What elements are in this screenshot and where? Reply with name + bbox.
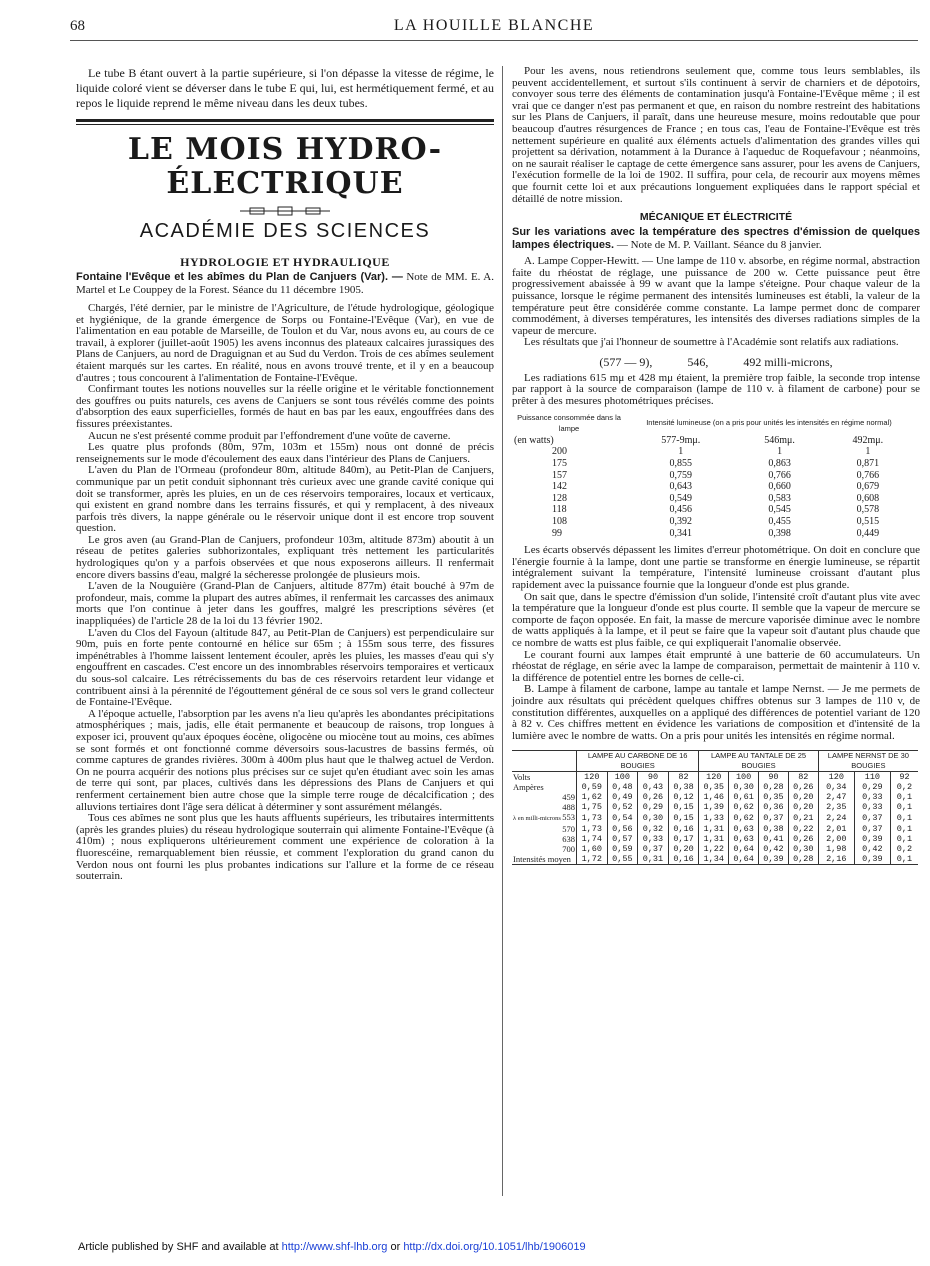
table-row [512,493,912,505]
table-cell: 1,31 [699,834,729,844]
intensity-cell: 0,392 [669,516,692,527]
table-cell: 0,33 [854,792,890,802]
table-cell: 0,26 [788,834,818,844]
row-label: 700 [562,844,575,855]
table-cell: 0,1 [890,792,918,802]
intensity-cell: 0,660 [768,481,791,493]
footer-link-doi[interactable]: http://dx.doi.org/10.1051/lhb/1906019 [403,1241,586,1253]
table-cell: 0,39 [759,854,789,865]
table-cell: 0,22 [788,824,818,834]
body-paragraph: Les radiations 615 mμ et 428 mμ étaient, la première trop faible, la seconde trop intense par rapport à la source de comparaison (lampe de 110 v. à filament de carbone) pour se prêter à des mesures photométriques précises. [512,371,920,408]
academy-heading: ACADÉMIE DES SCIENCES [139,220,431,242]
table-row [512,458,912,470]
intensity-cell: 0,398 [768,527,791,539]
note1-header [76,271,494,297]
lamps-group-header: LAMPE NERNST DE 30 BOUGIES [818,751,918,772]
left-body [76,303,494,883]
body-paragraph: On sait que, dans le spectre d'émission d'un solide, l'intensité croît d'autant plus vite avec la température que la longueur d'onde est plus courte. Il semble que la vapeur de mercure se comporte de façon opposée. En fait, la masse de mercure vaporisée diminue avec le nombre de watts appliqués à la lampe, et il peut se faire que la vapeur soit d'autant plus chaude que ce nombre de watts est plus faible, ce qui expliquerait l'anomalie observée. [512,590,920,649]
intro-block [76,66,494,111]
table-cell: 0,48 [607,782,638,792]
table-cell: 100 [607,772,638,783]
body-paragraph: Les résultats que j'ai l'honneur de soumettre à l'Académie sont relatifs aux radiations. [524,336,899,349]
table-cell: 1,39 [699,802,729,812]
intensity-cell: 0,766 [768,469,791,481]
body-paragraph: Tous ces abîmes ne sont plus que les hauts affluents supérieurs, les tributaires intermittents (après les grandes pluies) du réseau hydrologique souterrain qui alimente Fontaine-l'Evêque (à 410m) ; nous expliquerons ultérieurement comment une expérience de coloration à la fluorescéine, remarquablement bien réussie, et comment l'exploration du grand canon du Verdon nous ont fourni les plus probantes indications sur l'allure et la forme de ce réseau souterrain. [76,812,494,883]
table-cell: 0,38 [668,782,699,792]
table-cell: 0,62 [729,812,759,824]
table-cell: 1,46 [699,792,729,802]
table-cell: 0,37 [638,844,669,854]
body-paragraph: A l'époque actuelle, l'absorption par les avens n'a lieu qu'après les abondantes précipitations atmosphériques ; mais, jadis, elle était permanente et beaucoup de raisons, trop longues à exposer ici, prouvent qu'aux époques éocène, oligocène ou miocène tout au moins, ces abîmes se sont formés et ont fonctionné comme déversoirs sous-lacustres de bassins fermés, où comme captures de grandes rivières. 300m à 400m plus haut que le thalweg actuel de Verdon. On ne pourra acquérir des notions plus précises sur ce sujet qu'en étudiant avec soin les amas de terre qui sont, par places, cultivés dans les dépressions des Plans de Canjuers et qui renferment certainement bien autre chose que la simple terre rouge de décalcification ; des alluvions tertiaires dont l'âge sera délicat à déterminer y sont assurément mélangés. [76,707,494,813]
table-head-intensity: Intensité lumineuse (on a pris pour unités les intensités en régime normal) [646,418,892,428]
table-cell: 110 [854,772,890,783]
table-cell: 0,16 [668,824,699,834]
table-row [512,528,912,540]
ornament-divider [76,203,494,215]
body-paragraph: Les quatre plus profonds (80m, 97m, 103m et 155m) nous ont donné de précis renseignements sur le mode d'écoulement des eaux dans l'intérieur des Plans de Canjuers. [76,441,494,465]
header-rule [70,40,918,41]
table-cell: 0,1 [890,812,918,824]
table-cell: 82 [668,772,699,783]
body-paragraph: Pour les avens, nous retiendrons seulement que, comme tous leurs semblables, ils peuvent accidentellement, et surtout s'ils continuent à servir de charniers et de dépotoirs, convoyer sous terre des éléments de contamination jusqu'à Fontaine-l'Evêque même ; il est vrai que ce danger n'est pas permanent et que, en raison du nombre restreint des habitations sur les Plans de Canjuers, il paraît, dans une heureuse mesure, moins redoutable que pour beaucoup d'autres résurgences de France ; en tous cas, l'eau de Fontaine-l'Evêque est très nettement supérieure en qualité aux éléments actuels d'alimentation des grandes villes qui projettent sa dérivation, notamment à la Durance à l'aqueduc de Roquefavour ; néanmoins, on ne saurait réaliser le captage de cette émergence sans assurer, pour les avens de Canjuers, l'exécution formelle de la loi de 1902. Il suffira, pour cela, de recourir aux moyens mêmes que fournit cette loi et aux précautions longuement expliquées dans le rapport spécial et détaillé de notre mission. [512,65,920,205]
body-paragraph: Confirmant toutes les notions nouvelles sur la réelle origine et le véritable fonctionnement des gouffres ou puits naturels, ces avens de Canjuers se sont tous révélés comme des points d'absorption des eaux superficielles, formés de haut en bas par les eaux, engouffrées dans des fissures préexistantes. [76,383,494,430]
table-cell: 2,24 [818,812,854,824]
table-cell: 0,20 [788,792,818,802]
intensity-cell: 0,855 [669,458,692,470]
journal-title: LA HOUILLE BLANCHE [393,17,595,34]
table-cell: 90 [638,772,669,783]
table-cell: 0,38 [759,824,789,834]
table-cell: 120 [818,772,854,783]
intensity-cell: 0,545 [768,504,791,516]
table-row [512,446,912,458]
intensity-cell: 0,449 [856,527,880,539]
table-cell: 1,98 [818,844,854,854]
table-cell: 0,55 [607,854,638,865]
table-cell: 0,26 [638,792,669,802]
table-cell: 0,56 [607,824,638,834]
intensity-cell: 0,759 [669,469,692,481]
intensity-cell: 0,515 [856,516,880,527]
table-cell: 1,60 [577,844,608,854]
table-cell: 82 [788,772,818,783]
table-cell: 0,32 [638,824,669,834]
table-cell: 120 [577,772,608,783]
table-cell: 0,49 [607,792,638,802]
table-cell: 0,39 [854,834,890,844]
lambda-row [512,792,918,802]
volts-row [512,772,918,783]
table-cell: 0,17 [668,834,699,844]
table-cell: 0,37 [854,824,890,834]
table-cell: 0,63 [729,824,759,834]
table-row [512,481,912,493]
table-cell: 1,72 [577,854,608,865]
table-cell: 0,41 [759,834,789,844]
body-paragraph: Chargés, l'été dernier, par le ministre de l'Agriculture, de l'étude hydrologique, géologique et hygiénique, de la grande émergence de Sorps ou Fontaine-l'Evêque (Var), en vue de l'alimentation en eau potable de Marseille, de Toulon et du Var, nous avons eu, au cours de ce travail, à explorer (juillet-août 1905) les avens inconnus des plateaux calcaires jurassiques des Plans de Canjuers, au nord de Draguignan et au Sud du Verdon. Trois de ces abîmes seulement étaient marqués sur les cartes. En réalité, nous en avons trouvé trente, et il y en a beaucoup d'autres ; tous concourent à l'alimentation de Fontaine-l'Evêque. [76,302,494,384]
note2-header [512,226,920,252]
table-cell: 1,33 [699,812,729,824]
body-paragraph: L'aven du Clos del Fayoun (altitude 847, au Petit-Plan de Canjuers) est perpendiculaire sur 90m, puis en forte pente contourné en hélice sur 65m ; à 155m sous terre, des fissures impénétrables à l'homme laissent lentement écouler, après les pluies, les masses d'eau qui s'y engouffrent en cascades. C'est encore un des innombrables réservoirs temporaires et verticaux du sous-sol calcaire. Les rétrécissements du bas de ces réservoirs retardent leur vidange et contribuent ainsi à la pérennité de l'égouttement général de ce sous sol vers le grand collecteur de Fontaine-l'Evêque. [76,626,494,709]
table-cell: 0,42 [759,844,789,854]
table-cell: 0,59 [577,782,608,792]
table-cell: 0,28 [759,782,789,792]
section-banner-title: LE MOIS HYDRO-ÉLECTRIQUE [127,132,443,201]
table-cell: 1,22 [699,844,729,854]
intensity-cell: 0,583 [768,492,791,504]
table-cell: 0,63 [729,834,759,844]
lambda-row [512,834,918,844]
note1-title: Fontaine l'Evêque et les abîmes du Plan de Canjuers (Var). — [76,271,403,283]
lambda-row [512,844,918,854]
page-header [70,16,918,38]
intensity-cell: 0,608 [856,492,880,504]
table-cell: 0,2 [890,782,918,792]
power-cell: 128 [552,492,567,504]
intensity-cell: 0,455 [768,516,791,527]
power-cell: 157 [552,469,567,481]
table-cell: 0,33 [854,802,890,812]
table-cell: 0,20 [788,802,818,812]
table-cell: 0,30 [729,782,759,792]
row-label: Intensités moyen [513,854,571,865]
table-cell: 0,39 [854,854,890,865]
intensity-cell: 1 [777,446,783,458]
intensity-cell: 0,766 [856,469,880,481]
body-paragraph: Le courant fourni aux lampes était emprunté à une batterie de 60 accumulateurs. Un rhéostat de réglage, en série avec la lampe de comparaison, permettait de maintenir à 110 v. la différence de potentiel entre les bornes de celle-ci. [512,648,920,684]
formula-term: 546, [687,354,709,369]
note2-title: Sur les variations avec la température des spectres d'émission de quelques lampes électriques. [512,226,920,252]
table-row [512,516,912,528]
lamps-group-header: LAMPE AU TANTALE DE 25 BOUGIES [699,751,818,772]
footer-text: Article published by SHF and available at [78,1241,279,1253]
table-cell: 0,42 [854,844,890,854]
wavelength-formula [512,355,920,369]
table-cell: 0,37 [854,812,890,824]
intensity-cell: 0,863 [768,458,791,470]
table-cell: 0,1 [890,854,918,865]
table-cell: 92 [890,772,918,783]
table-cell: 1,73 [577,824,608,834]
intro-paragraph: Le tube B étant ouvert à la partie supérieure, si l'on dépasse la vitesse de régime, le liquide coloré vient se déverser dans le tube E qui, lui, est hermétiquement fermé, et au repos le liquide reprend le même niveau dans les deux tubes. [76,66,494,110]
body-paragraph: A. Lampe Copper-Hewitt. — Une lampe de 110 v. absorbe, en régime normal, abstraction faite du rhéostat de réglage, une puissance de 200 w. Cette puissance peut être progressivement abaissée à 99 w avant que la lampe s'éteigne. Pour chaque valeur de la puissance, lorsque le régime permanent des intensités lumineuses est établi, la valeur de la température peut être considérée comme constante. La lampe permet donc de comparer commodément, à diverses températures, les intensités des diverses radiations simples de la vapeur de mercure. [512,255,920,337]
power-cell: 118 [552,504,567,516]
intensity-cell: 0,643 [669,481,692,493]
table-unit-label: (en watts) [514,434,554,446]
table-cell: 0,16 [668,854,699,865]
table-cell: 1,74 [577,834,608,844]
table-cell: 1,62 [577,792,608,802]
intensity-cell: 0,341 [669,527,692,539]
table-cell: 0,29 [638,802,669,812]
row-label: 638 [562,834,575,845]
table-cell: 0,2 [890,844,918,854]
table-cell: 1,75 [577,802,608,812]
formula-term: 492 milli-microns, [743,354,833,369]
table-cell: 0,33 [638,834,669,844]
table-cell: 0,35 [699,782,729,792]
lamps-group-header: LAMPE AU CARBONE DE 16 BOUGIES [577,751,699,772]
table-cell: 0,30 [638,812,669,824]
footer [78,1241,586,1253]
table-cell: 0,15 [668,802,699,812]
table-cell: 0,64 [729,844,759,854]
table-cell: 0,43 [638,782,669,792]
intensity-cell: 0,456 [669,504,692,516]
lamps-table [512,750,918,865]
body-paragraph: L'aven du Plan de l'Ormeau (profondeur 80m, altitude 840m), au Petit-Plan de Canjuers, communique par un petit conduit siphonnant très curieux avec une grande cavité conique qui doit se transformer, après les pluies, en un de ces réservoirs temporaires, locaux et verticaux, qui existent en grand nombre dans les terrains fissurés, et qui y remplacent, à des niveaux parfois très divers, la nappe générale ou le réservoir unique dont il est encore trop souvent question. [76,464,494,535]
body-paragraph: Aucun ne s'est présenté comme produit par l'effondrement d'une voûte de caverne. [88,429,451,442]
table-cell: 0,12 [668,792,699,802]
section-heading-mechanics: MÉCANIQUE ET ÉLECTRICITÉ [639,211,793,224]
lambda-row [512,812,918,824]
table-cell: 0,64 [729,854,759,865]
intensity-cell: 1 [678,446,684,458]
table-cell: 2,35 [818,802,854,812]
lambda-value: 553 [562,812,575,823]
intensity-cell: 0,549 [669,492,692,504]
body-paragraph: Le gros aven (au Grand-Plan de Canjuers, profondeur 103m, altitude 873m) aboutit à un réseau de petites galeries subhorizontales, expliquant très nettement les particularités hydrologiques qu'on y a parfois observées et que nous exposerons ailleurs. Il renfermait encore divers bassins d'eau, malgré la sécheresse prolongée de plusieurs mois. [76,533,494,581]
table-cell: 0,1 [890,824,918,834]
title-rule-thick [76,119,494,122]
table-cell: 0,36 [759,802,789,812]
table-cell: 0,34 [818,782,854,792]
table-cell: 0,31 [638,854,669,865]
section-heading-hydrology: HYDROLOGIE ET HYDRAULIQUE [180,255,390,269]
table-cell: 100 [729,772,759,783]
table-cell: 0,26 [788,782,818,792]
row-label: 570 [562,824,575,835]
mean-row [512,854,918,865]
table-cell: 0,54 [607,812,638,824]
note2-byline: — Note de M. P. Vaillant. Séance du 8 janvier. [616,239,822,252]
table-cell: 90 [759,772,789,783]
table-cell: 2,16 [818,854,854,865]
table-cell: 2,47 [818,792,854,802]
table-head-power: Puissance consommée dans la lampe [517,412,621,434]
table-cell: 0,62 [729,802,759,812]
table-cell: 1,73 [577,812,608,824]
power-cell: 200 [552,446,567,458]
table-cell: 2,00 [818,834,854,844]
table-cell: 0,21 [788,812,818,824]
table-cell: 0,35 [759,792,789,802]
table-cell: 1,34 [699,854,729,865]
row-label [512,812,577,824]
right-column [512,66,920,865]
intensity-cell: 0,679 [856,481,880,493]
intensity-table-body [512,446,912,539]
table-cell: 120 [699,772,729,783]
table-row [512,470,912,482]
table-cell: 0,15 [668,812,699,824]
table-row [512,504,912,516]
row-label: Ampères [513,782,544,793]
table-col-header: 577-9mμ. [661,434,701,446]
table-cell: 0,57 [607,834,638,844]
row-label: 488 [562,802,575,813]
table-cell: 0,1 [890,834,918,844]
column-divider [502,66,503,1196]
table-cell: 0,59 [607,844,638,854]
table-cell: 0,28 [788,854,818,865]
amperes-row [512,782,918,792]
row-label: Volts [513,772,531,783]
table-cell: 0,61 [729,792,759,802]
note1-byline: Note de MM. E. A. Martel et Le Couppey de la Forest. Séance du 11 décembre 1905. [76,271,495,296]
table-col-header: 492mμ. [852,434,884,446]
table-cell: 0,29 [854,782,890,792]
footer-link-shf[interactable]: http://www.shf-lhb.org [281,1241,388,1253]
table-cell: 2,01 [818,824,854,834]
page-number: 68 [70,18,85,34]
intensity-cell: 1 [865,446,871,458]
table-cell: 1,31 [699,824,729,834]
intensity-cell: 0,871 [856,458,880,470]
table-col-header: 546mμ. [764,434,795,446]
table-cell: 0,20 [668,844,699,854]
lamps-table-body [512,772,918,865]
table-cell: 0,37 [759,812,789,824]
title-rule-thin [76,124,494,125]
power-cell: 175 [552,458,567,470]
table-cell: 0,30 [788,844,818,854]
right-body-a [512,256,920,349]
left-column [76,66,494,883]
right-body-c [512,545,920,742]
power-cell: 142 [552,481,567,493]
power-cell: 108 [552,516,567,527]
table-cell: 0,1 [890,802,918,812]
intensity-cell: 0,578 [856,504,880,516]
lambda-row [512,802,918,812]
body-paragraph: B. Lampe à filament de carbone, lampe au tantale et lampe Nernst. — Je me permets de joindre aux résultats qui précèdent quelques chiffres obtenus sur 3 lampes de 110 v, de constitution différentes, auxquelles on a appliqué des différences de potentiel variant de 120 à 82 v. Ces chiffres mettent en évidence les variations de composition et d'intensité de la lumière avec le nombre de watts. On a pris pour unités les intensités en régime normal. [512,683,920,742]
power-cell: 99 [552,527,562,539]
row-label: 459 [562,792,575,803]
footer-or: or [390,1241,401,1253]
table-cell: 0,52 [607,802,638,812]
body-paragraph: Les écarts observés dépassent les limites d'erreur photométrique. On doit en conclure que l'énergie fournie à la lampe, dont une partie se transforme en énergie lumineuse, se répartit intégralement suivant la température, l'intensité lumineuse croissant d'autant plus rapidement avec la puissance fournie que la longueur d'onde est plus grande. [512,544,920,591]
body-paragraph: L'aven de la Nouguière (Grand-Plan de Canjuers, altitude 877m) était bouché à 97m de profondeur, mais, comme la plupart des autres abîmes, il renfermait les carcasses des animaux morts que l'on continue à jeter dans les gouffres, malgré les prescriptions sévères (et inappliquées) de l'article 28 de la loi du 13 février 1902. [76,580,494,628]
intensity-table [512,412,912,540]
lambda-label: λ en milli-microns [513,815,561,823]
lambda-row [512,824,918,834]
formula-term: (577 — 9), [599,354,653,369]
